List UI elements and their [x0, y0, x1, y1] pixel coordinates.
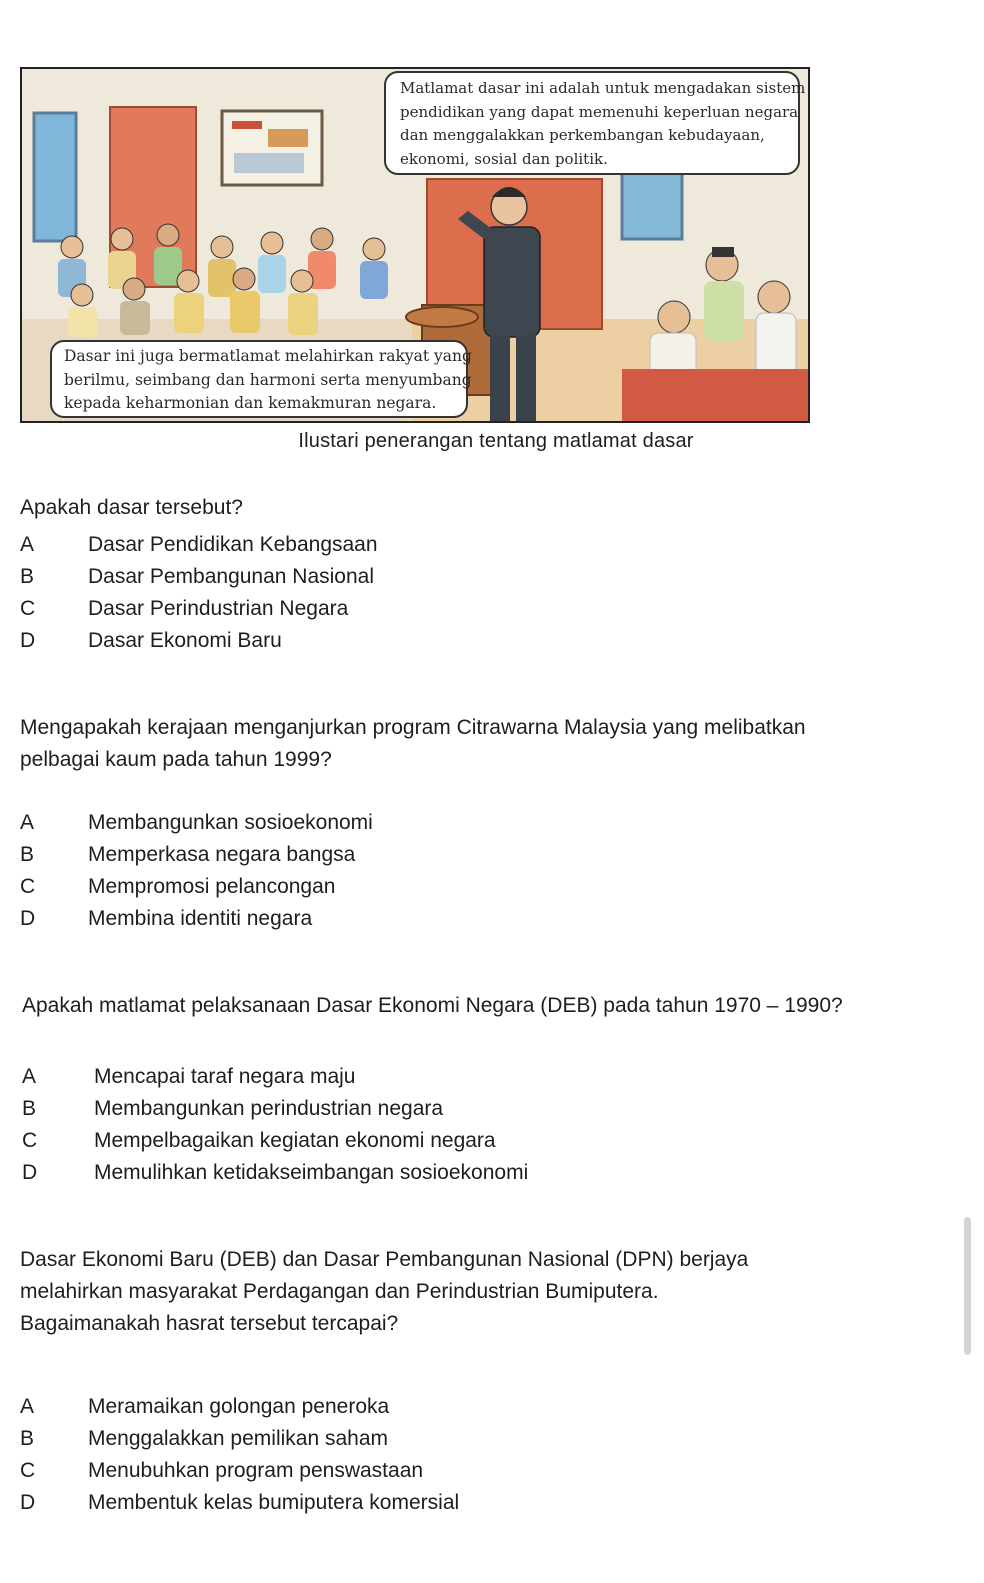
- question-1-text: [20, 492, 243, 524]
- option-letter: C: [20, 875, 36, 898]
- option-b[interactable]: [20, 843, 355, 867]
- option-letter: B: [20, 1427, 35, 1450]
- option-text: Dasar Ekonomi Baru: [88, 629, 282, 652]
- option-letter: A: [20, 1395, 35, 1418]
- option-letter: A: [22, 1065, 37, 1088]
- option-c[interactable]: [22, 1129, 496, 1153]
- option-text: Mempromosi pelancongan: [88, 875, 336, 898]
- option-letter: D: [20, 1491, 36, 1514]
- option-d[interactable]: [20, 1491, 459, 1515]
- option-letter: D: [20, 907, 36, 930]
- option-letter: A: [20, 533, 35, 556]
- option-a[interactable]: [22, 1065, 356, 1089]
- bubble-top-line: ekonomi, sosial dan politik.: [400, 149, 608, 168]
- option-a[interactable]: [20, 1395, 389, 1419]
- question-2-text: [20, 712, 806, 776]
- option-b[interactable]: [22, 1097, 443, 1121]
- option-a[interactable]: [20, 533, 378, 557]
- option-text: Membangunkan perindustrian negara: [94, 1097, 444, 1120]
- option-text: Mempelbagaikan kegiatan ekonomi negara: [94, 1129, 496, 1152]
- option-text: Dasar Pembangunan Nasional: [88, 565, 375, 588]
- question-line: Dasar Ekonomi Baru (DEB) dan Dasar Pembangunan Nasional (DPN) berjaya: [20, 1248, 749, 1271]
- option-c[interactable]: [20, 1459, 423, 1483]
- option-text: Memperkasa negara bangsa: [88, 843, 356, 866]
- option-b[interactable]: [20, 565, 374, 589]
- option-text: Membangunkan sosioekonomi: [88, 811, 373, 834]
- option-text: Dasar Pendidikan Kebangsaan: [88, 533, 378, 556]
- option-text: Menggalakkan pemilikan saham: [88, 1427, 388, 1450]
- option-letter: A: [20, 811, 35, 834]
- option-letter: D: [20, 629, 36, 652]
- question-line: Mengapakah kerajaan menganjurkan program Citrawarna Malaysia yang melibatkan: [20, 716, 806, 739]
- option-d[interactable]: [20, 907, 312, 931]
- question-line: pelbagai kaum pada tahun 1999?: [20, 748, 332, 771]
- option-b[interactable]: [20, 1427, 388, 1451]
- question-line: Bagaimanakah hasrat tersebut tercapai?: [20, 1312, 399, 1335]
- option-c[interactable]: [20, 597, 348, 621]
- bubble-bottom-line: Dasar ini juga bermatlamat melahirkan rakyat yang: [64, 347, 472, 365]
- option-text: Membina identiti negara: [88, 907, 313, 930]
- option-c[interactable]: [20, 875, 335, 899]
- scrollbar[interactable]: [964, 1217, 971, 1355]
- option-letter: C: [20, 597, 36, 620]
- option-letter: C: [20, 1459, 36, 1482]
- option-letter: B: [22, 1097, 37, 1120]
- bubble-top-line: Matlamat dasar ini adalah untuk mengadakan sistem: [400, 79, 806, 97]
- question-line: Apakah matlamat pelaksanaan Dasar Ekonomi Negara (DEB) pada tahun 1970 – 1990?: [22, 994, 843, 1017]
- bubble-top-line: dan menggalakkan perkembangan kebudayaan,: [400, 126, 765, 144]
- speech-bubble-bottom: [50, 340, 472, 418]
- question-3-text: [22, 990, 843, 1022]
- option-letter: C: [22, 1129, 38, 1152]
- option-text: Memulihkan ketidakseimbangan sosioekonomi: [94, 1161, 529, 1184]
- option-letter: B: [20, 565, 35, 588]
- question-line: melahirkan masyarakat Perdagangan dan Perindustrian Bumiputera.: [20, 1280, 659, 1303]
- option-text: Mencapai taraf negara maju: [94, 1065, 356, 1088]
- question-4-text: [20, 1244, 748, 1340]
- option-text: Meramaikan golongan peneroka: [88, 1395, 390, 1418]
- option-letter: D: [22, 1161, 38, 1184]
- option-d[interactable]: [22, 1161, 528, 1185]
- option-text: Menubuhkan program penswastaan: [88, 1459, 424, 1482]
- bubble-bottom-line: berilmu, seimbang dan harmoni serta menyumbang: [64, 370, 472, 389]
- illustration-caption: Ilustari penerangan tentang matlamat dasar: [298, 430, 694, 452]
- option-d[interactable]: [20, 629, 282, 653]
- option-text: Membentuk kelas bumiputera komersial: [88, 1491, 460, 1514]
- option-a[interactable]: [20, 811, 373, 835]
- bubble-bottom-line: kepada keharmonian dan kemakmuran negara.: [64, 394, 437, 412]
- bubble-top-line: pendidikan yang dapat memenuhi keperluan negara: [400, 102, 799, 121]
- question-line: Apakah dasar tersebut?: [20, 496, 243, 519]
- option-letter: B: [20, 843, 35, 866]
- option-text: Dasar Perindustrian Negara: [88, 597, 349, 620]
- illustration: [20, 67, 810, 423]
- speech-bubble-top: [384, 71, 806, 175]
